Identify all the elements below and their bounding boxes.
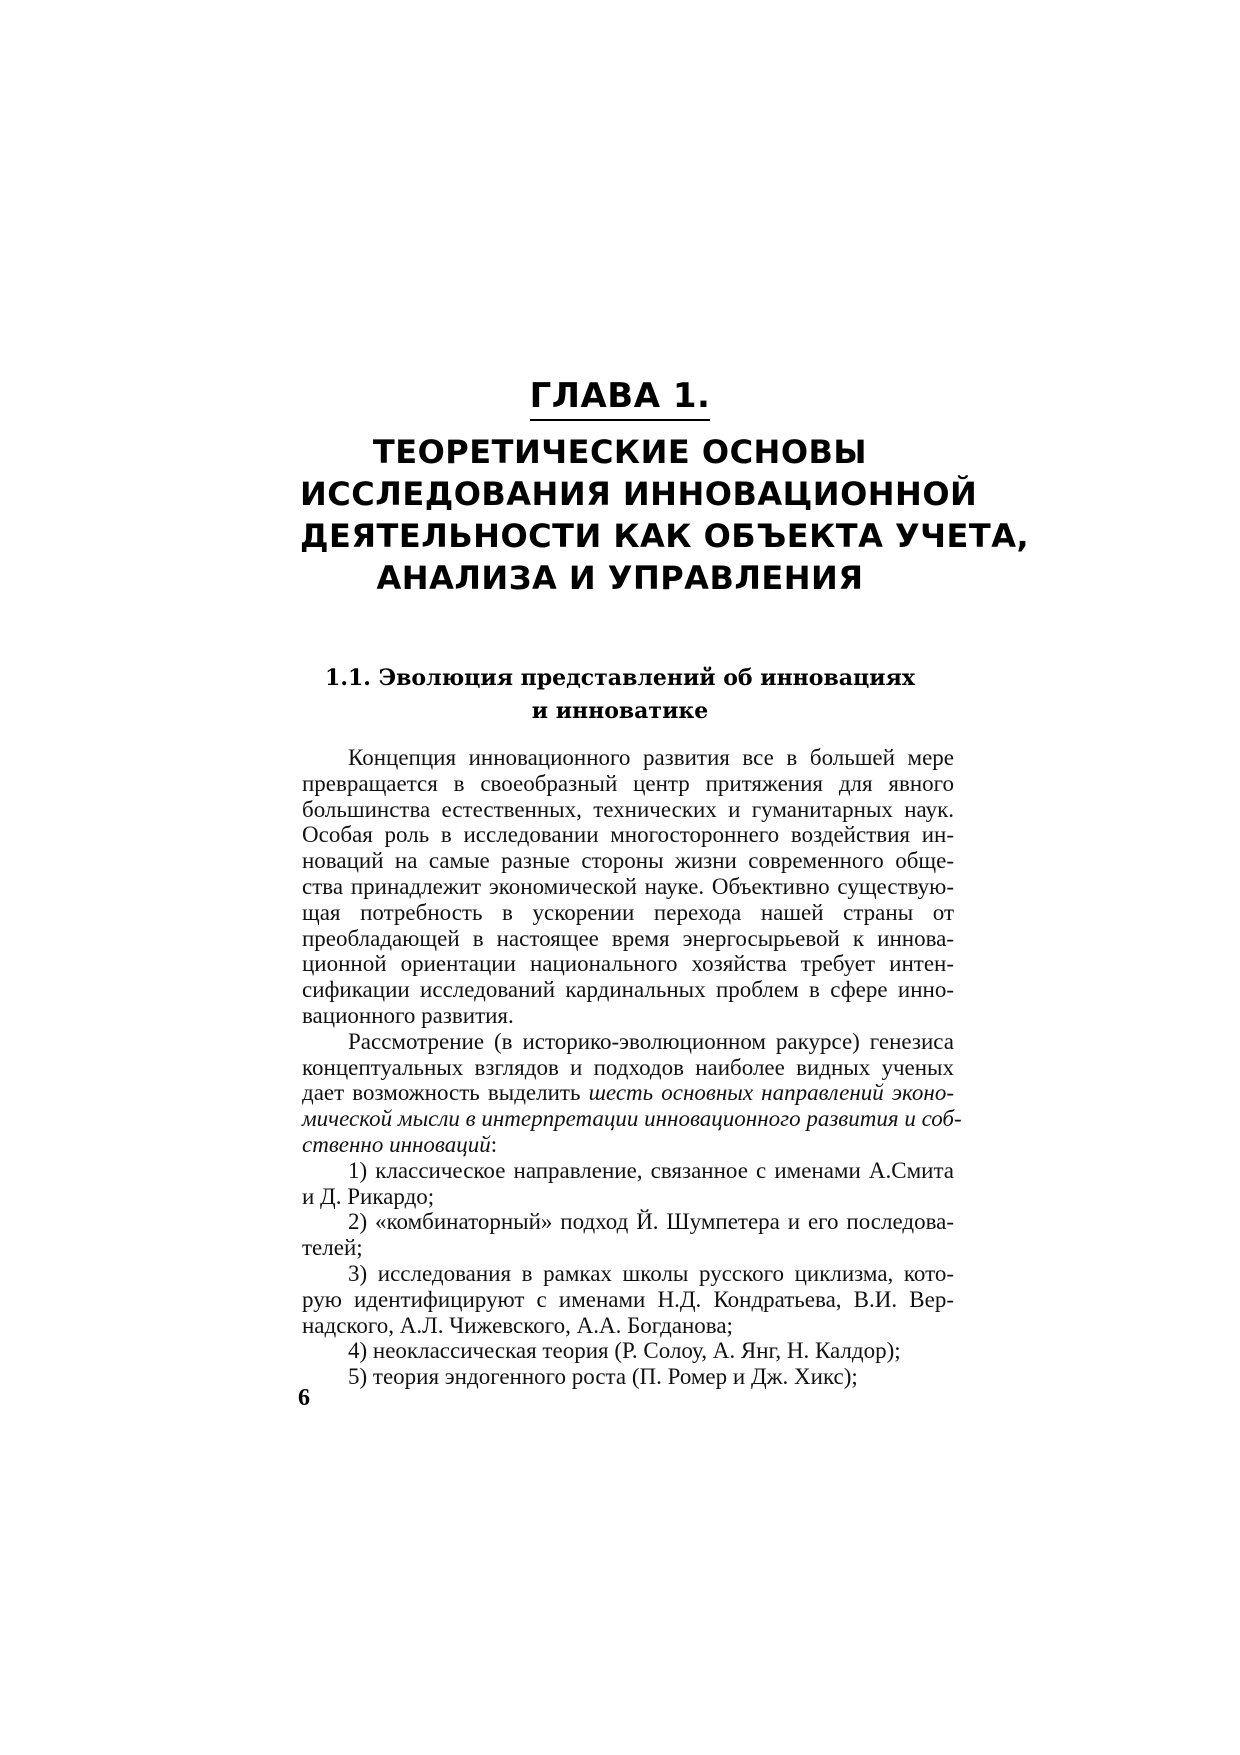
text-line: новаций на самые разные стороны жизни современного обще- [302, 848, 954, 874]
chapter-title-line: ИССЛЕДОВАНИЯ ИННОВАЦИОННОЙ [300, 475, 978, 513]
page-number: 6 [298, 1385, 310, 1411]
list-item-continuation: телей; [302, 1235, 363, 1261]
text-line [302, 1132, 954, 1158]
section-title-line: и инноватике [531, 698, 709, 724]
chapter-title-line: ТЕОРЕТИЧЕСКИЕ ОСНОВЫ [372, 433, 868, 471]
chapter-heading [300, 375, 1030, 599]
text-line: Особая роль в исследовании многостороннего воздействия ин- [302, 822, 954, 848]
list-item: 4) неоклассическая теория (Р. Солоу, А. Янг, Н. Калдор); [348, 1338, 901, 1364]
text-line: превращается в своеобразный центр притяжения для явного [302, 770, 954, 796]
text-line [302, 1080, 954, 1106]
text-line: Рассмотрение (в историко-эволюционном ракурсе) генезиса [348, 1028, 954, 1054]
list-item-continuation: и Д. Рикардо; [302, 1183, 435, 1209]
list-item-continuation: рую идентифицируют с именами Н.Д. Кондратьева, В.И. Вер- [302, 1286, 954, 1312]
text-fragment: : [490, 1131, 498, 1157]
section-heading [300, 662, 940, 728]
text-line: вационного развития. [302, 1002, 514, 1028]
text-line: преобладающей в настоящее время энергосырьевой к иннова- [302, 925, 954, 951]
text-line: ционной ориентации национального хозяйства требует интен- [302, 951, 954, 977]
text-line: сификации исследований кардинальных проблем в сфере инно- [302, 977, 954, 1003]
text-line: мической мысли в интерпретации инновационного развития и соб- [302, 1106, 962, 1132]
chapter-title [300, 431, 1030, 599]
list-item: 2) «комбинаторный» подход Й. Шумпетера и его последова- [348, 1209, 954, 1235]
text-line: щая потребность в ускорении перехода нашей страны от [302, 899, 954, 925]
italic-fragment: шесть основных направлений эконо- [588, 1080, 954, 1106]
chapter-label: ГЛАВА 1. [530, 375, 711, 421]
text-line: Концепция инновационного развития все в большей мере [348, 745, 954, 770]
italic-fragment: ственно инноваций [302, 1131, 491, 1157]
text-line: концептуальных взглядов и подходов наиболее видных ученых [302, 1054, 954, 1080]
text-line: большинства естественных, технических и гуманитарных наук. [302, 796, 954, 822]
text-line: ства принадлежит экономической науке. Объективно существую- [302, 873, 954, 899]
list-item: 5) теория эндогенного роста (П. Ромер и Дж. Хикс); [348, 1364, 858, 1390]
chapter-title-line: АНАЛИЗА И УПРАВЛЕНИЯ [376, 559, 864, 597]
list-item-continuation: надского, А.Л. Чижевского, А.А. Богданова; [302, 1312, 733, 1338]
section-title-line: 1.1. Эволюция представлений об инновациях [325, 665, 915, 691]
list-item: 1) классическое направление, связанное с именами А.Смита [348, 1157, 954, 1183]
text-fragment: дает возможность выделить [302, 1080, 589, 1106]
chapter-title-line: ДЕЯТЕЛЬНОСТИ КАК ОБЪЕКТА УЧЕТА, [300, 517, 1030, 555]
list-item: 3) исследования в рамках школы русского циклизма, кото- [348, 1260, 954, 1286]
body-text [302, 745, 962, 1390]
